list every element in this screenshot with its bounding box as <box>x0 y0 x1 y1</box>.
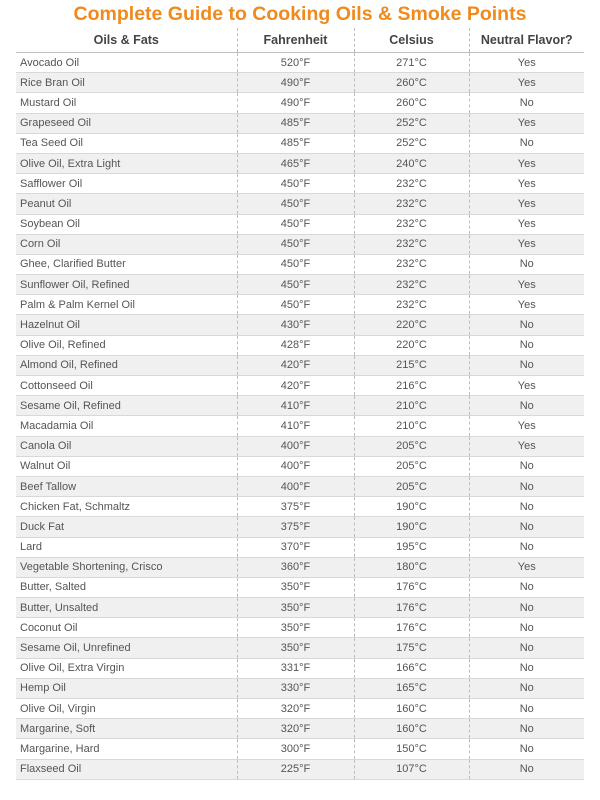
table-row <box>16 355 584 375</box>
celsius-cell: 107°C <box>354 759 469 779</box>
column-header-neutral-flavor: Neutral Flavor? <box>469 28 584 53</box>
table-row <box>16 416 584 436</box>
celsius-cell: 176°C <box>354 577 469 597</box>
oil-name-cell: Safflower Oil <box>16 174 237 194</box>
fahrenheit-cell: 520°F <box>237 53 354 73</box>
celsius-cell: 271°C <box>354 53 469 73</box>
celsius-cell: 215°C <box>354 355 469 375</box>
table-row <box>16 174 584 194</box>
oil-name-cell: Olive Oil, Refined <box>16 335 237 355</box>
oil-name-cell: Soybean Oil <box>16 214 237 234</box>
celsius-cell: 176°C <box>354 618 469 638</box>
celsius-cell: 232°C <box>354 275 469 295</box>
neutral-flavor-cell: No <box>469 577 584 597</box>
fahrenheit-cell: 420°F <box>237 376 354 396</box>
neutral-flavor-cell: No <box>469 759 584 779</box>
celsius-cell: 232°C <box>354 174 469 194</box>
oil-name-cell: Avocado Oil <box>16 53 237 73</box>
celsius-cell: 205°C <box>354 456 469 476</box>
celsius-cell: 260°C <box>354 73 469 93</box>
neutral-flavor-cell: Yes <box>469 194 584 214</box>
celsius-cell: 232°C <box>354 214 469 234</box>
table-row <box>16 396 584 416</box>
neutral-flavor-cell: Yes <box>469 557 584 577</box>
neutral-flavor-cell: No <box>469 517 584 537</box>
celsius-cell: 232°C <box>354 194 469 214</box>
oil-name-cell: Beef Tallow <box>16 476 237 496</box>
fahrenheit-cell: 450°F <box>237 214 354 234</box>
oil-name-cell: Tea Seed Oil <box>16 133 237 153</box>
table-row <box>16 153 584 173</box>
celsius-cell: 210°C <box>354 396 469 416</box>
neutral-flavor-cell: Yes <box>469 416 584 436</box>
celsius-cell: 150°C <box>354 739 469 759</box>
table-row <box>16 638 584 658</box>
fahrenheit-cell: 400°F <box>237 456 354 476</box>
neutral-flavor-cell: No <box>469 598 584 618</box>
table-body <box>16 53 584 780</box>
neutral-flavor-cell: No <box>469 537 584 557</box>
table-row <box>16 275 584 295</box>
fahrenheit-cell: 350°F <box>237 618 354 638</box>
oil-name-cell: Almond Oil, Refined <box>16 355 237 375</box>
oil-name-cell: Rice Bran Oil <box>16 73 237 93</box>
celsius-cell: 166°C <box>354 658 469 678</box>
fahrenheit-cell: 490°F <box>237 93 354 113</box>
fahrenheit-cell: 450°F <box>237 234 354 254</box>
fahrenheit-cell: 450°F <box>237 174 354 194</box>
oil-name-cell: Peanut Oil <box>16 194 237 214</box>
column-header-celsius: Celsius <box>354 28 469 53</box>
neutral-flavor-cell: Yes <box>469 174 584 194</box>
celsius-cell: 260°C <box>354 93 469 113</box>
neutral-flavor-cell: No <box>469 638 584 658</box>
table-row <box>16 73 584 93</box>
celsius-cell: 232°C <box>354 295 469 315</box>
table-row <box>16 93 584 113</box>
neutral-flavor-cell: No <box>469 658 584 678</box>
oil-name-cell: Flaxseed Oil <box>16 759 237 779</box>
table-row <box>16 658 584 678</box>
fahrenheit-cell: 370°F <box>237 537 354 557</box>
oil-name-cell: Mustard Oil <box>16 93 237 113</box>
neutral-flavor-cell: No <box>469 315 584 335</box>
oil-name-cell: Margarine, Soft <box>16 719 237 739</box>
neutral-flavor-cell: Yes <box>469 436 584 456</box>
neutral-flavor-cell: Yes <box>469 113 584 133</box>
table-row <box>16 456 584 476</box>
oil-name-cell: Hemp Oil <box>16 678 237 698</box>
table-row <box>16 113 584 133</box>
oil-name-cell: Hazelnut Oil <box>16 315 237 335</box>
table-row <box>16 759 584 779</box>
table-row <box>16 335 584 355</box>
column-header-fahrenheit: Fahrenheit <box>237 28 354 53</box>
neutral-flavor-cell: No <box>469 476 584 496</box>
fahrenheit-cell: 410°F <box>237 396 354 416</box>
oil-name-cell: Olive Oil, Virgin <box>16 699 237 719</box>
fahrenheit-cell: 485°F <box>237 113 354 133</box>
fahrenheit-cell: 375°F <box>237 497 354 517</box>
fahrenheit-cell: 450°F <box>237 275 354 295</box>
table-row <box>16 557 584 577</box>
celsius-cell: 216°C <box>354 376 469 396</box>
celsius-cell: 252°C <box>354 113 469 133</box>
oil-name-cell: Grapeseed Oil <box>16 113 237 133</box>
oil-name-cell: Margarine, Hard <box>16 739 237 759</box>
fahrenheit-cell: 465°F <box>237 153 354 173</box>
neutral-flavor-cell: No <box>469 497 584 517</box>
neutral-flavor-cell: Yes <box>469 275 584 295</box>
neutral-flavor-cell: No <box>469 699 584 719</box>
celsius-cell: 252°C <box>354 133 469 153</box>
fahrenheit-cell: 331°F <box>237 658 354 678</box>
oil-name-cell: Sesame Oil, Unrefined <box>16 638 237 658</box>
fahrenheit-cell: 225°F <box>237 759 354 779</box>
celsius-cell: 195°C <box>354 537 469 557</box>
fahrenheit-cell: 320°F <box>237 699 354 719</box>
table-row <box>16 517 584 537</box>
fahrenheit-cell: 450°F <box>237 295 354 315</box>
table-row <box>16 537 584 557</box>
neutral-flavor-cell: No <box>469 678 584 698</box>
oil-name-cell: Duck Fat <box>16 517 237 537</box>
oil-name-cell: Corn Oil <box>16 234 237 254</box>
neutral-flavor-cell: Yes <box>469 214 584 234</box>
celsius-cell: 175°C <box>354 638 469 658</box>
celsius-cell: 190°C <box>354 517 469 537</box>
celsius-cell: 165°C <box>354 678 469 698</box>
neutral-flavor-cell: No <box>469 396 584 416</box>
table-row <box>16 678 584 698</box>
page-title: Complete Guide to Cooking Oils & Smoke Points <box>73 3 527 25</box>
fahrenheit-cell: 300°F <box>237 739 354 759</box>
oil-name-cell: Canola Oil <box>16 436 237 456</box>
oil-name-cell: Butter, Unsalted <box>16 598 237 618</box>
table-row <box>16 376 584 396</box>
neutral-flavor-cell: Yes <box>469 376 584 396</box>
smoke-point-table <box>16 28 584 780</box>
celsius-cell: 180°C <box>354 557 469 577</box>
fahrenheit-cell: 400°F <box>237 476 354 496</box>
table-row <box>16 699 584 719</box>
oil-name-cell: Olive Oil, Extra Virgin <box>16 658 237 678</box>
neutral-flavor-cell: No <box>469 133 584 153</box>
celsius-cell: 205°C <box>354 476 469 496</box>
neutral-flavor-cell: No <box>469 93 584 113</box>
fahrenheit-cell: 350°F <box>237 598 354 618</box>
oil-name-cell: Walnut Oil <box>16 456 237 476</box>
celsius-cell: 220°C <box>354 315 469 335</box>
table-row <box>16 133 584 153</box>
oil-name-cell: Ghee, Clarified Butter <box>16 254 237 274</box>
neutral-flavor-cell: No <box>469 739 584 759</box>
table-row <box>16 214 584 234</box>
celsius-cell: 205°C <box>354 436 469 456</box>
fahrenheit-cell: 350°F <box>237 638 354 658</box>
celsius-cell: 160°C <box>354 719 469 739</box>
fahrenheit-cell: 410°F <box>237 416 354 436</box>
neutral-flavor-cell: No <box>469 254 584 274</box>
oil-name-cell: Cottonseed Oil <box>16 376 237 396</box>
fahrenheit-cell: 375°F <box>237 517 354 537</box>
neutral-flavor-cell: Yes <box>469 73 584 93</box>
table-row <box>16 436 584 456</box>
neutral-flavor-cell: No <box>469 719 584 739</box>
fahrenheit-cell: 400°F <box>237 436 354 456</box>
oil-name-cell: Sesame Oil, Refined <box>16 396 237 416</box>
celsius-cell: 176°C <box>354 598 469 618</box>
oil-name-cell: Vegetable Shortening, Crisco <box>16 557 237 577</box>
oil-name-cell: Macadamia Oil <box>16 416 237 436</box>
fahrenheit-cell: 485°F <box>237 133 354 153</box>
fahrenheit-cell: 360°F <box>237 557 354 577</box>
fahrenheit-cell: 330°F <box>237 678 354 698</box>
table-row <box>16 497 584 517</box>
table-row <box>16 739 584 759</box>
table-row <box>16 577 584 597</box>
oil-name-cell: Palm & Palm Kernel Oil <box>16 295 237 315</box>
table-row <box>16 618 584 638</box>
oil-name-cell: Chicken Fat, Schmaltz <box>16 497 237 517</box>
celsius-cell: 232°C <box>354 234 469 254</box>
fahrenheit-cell: 420°F <box>237 355 354 375</box>
table-row <box>16 234 584 254</box>
neutral-flavor-cell: Yes <box>469 234 584 254</box>
neutral-flavor-cell: Yes <box>469 53 584 73</box>
celsius-cell: 220°C <box>354 335 469 355</box>
table-row <box>16 719 584 739</box>
celsius-cell: 210°C <box>354 416 469 436</box>
fahrenheit-cell: 490°F <box>237 73 354 93</box>
fahrenheit-cell: 428°F <box>237 335 354 355</box>
neutral-flavor-cell: Yes <box>469 295 584 315</box>
oil-name-cell: Butter, Salted <box>16 577 237 597</box>
column-header-oils: Oils & Fats <box>16 28 237 53</box>
fahrenheit-cell: 430°F <box>237 315 354 335</box>
neutral-flavor-cell: No <box>469 456 584 476</box>
oil-name-cell: Sunflower Oil, Refined <box>16 275 237 295</box>
oil-name-cell: Lard <box>16 537 237 557</box>
neutral-flavor-cell: No <box>469 618 584 638</box>
table-row <box>16 194 584 214</box>
celsius-cell: 160°C <box>354 699 469 719</box>
table-header-row <box>16 28 584 53</box>
oil-name-cell: Coconut Oil <box>16 618 237 638</box>
oil-name-cell: Olive Oil, Extra Light <box>16 153 237 173</box>
celsius-cell: 240°C <box>354 153 469 173</box>
fahrenheit-cell: 320°F <box>237 719 354 739</box>
fahrenheit-cell: 450°F <box>237 254 354 274</box>
table-row <box>16 53 584 73</box>
table-row <box>16 254 584 274</box>
fahrenheit-cell: 350°F <box>237 577 354 597</box>
table-row <box>16 295 584 315</box>
neutral-flavor-cell: No <box>469 335 584 355</box>
table-row <box>16 315 584 335</box>
table-row <box>16 598 584 618</box>
celsius-cell: 232°C <box>354 254 469 274</box>
neutral-flavor-cell: No <box>469 355 584 375</box>
table-row <box>16 476 584 496</box>
neutral-flavor-cell: Yes <box>469 153 584 173</box>
celsius-cell: 190°C <box>354 497 469 517</box>
fahrenheit-cell: 450°F <box>237 194 354 214</box>
